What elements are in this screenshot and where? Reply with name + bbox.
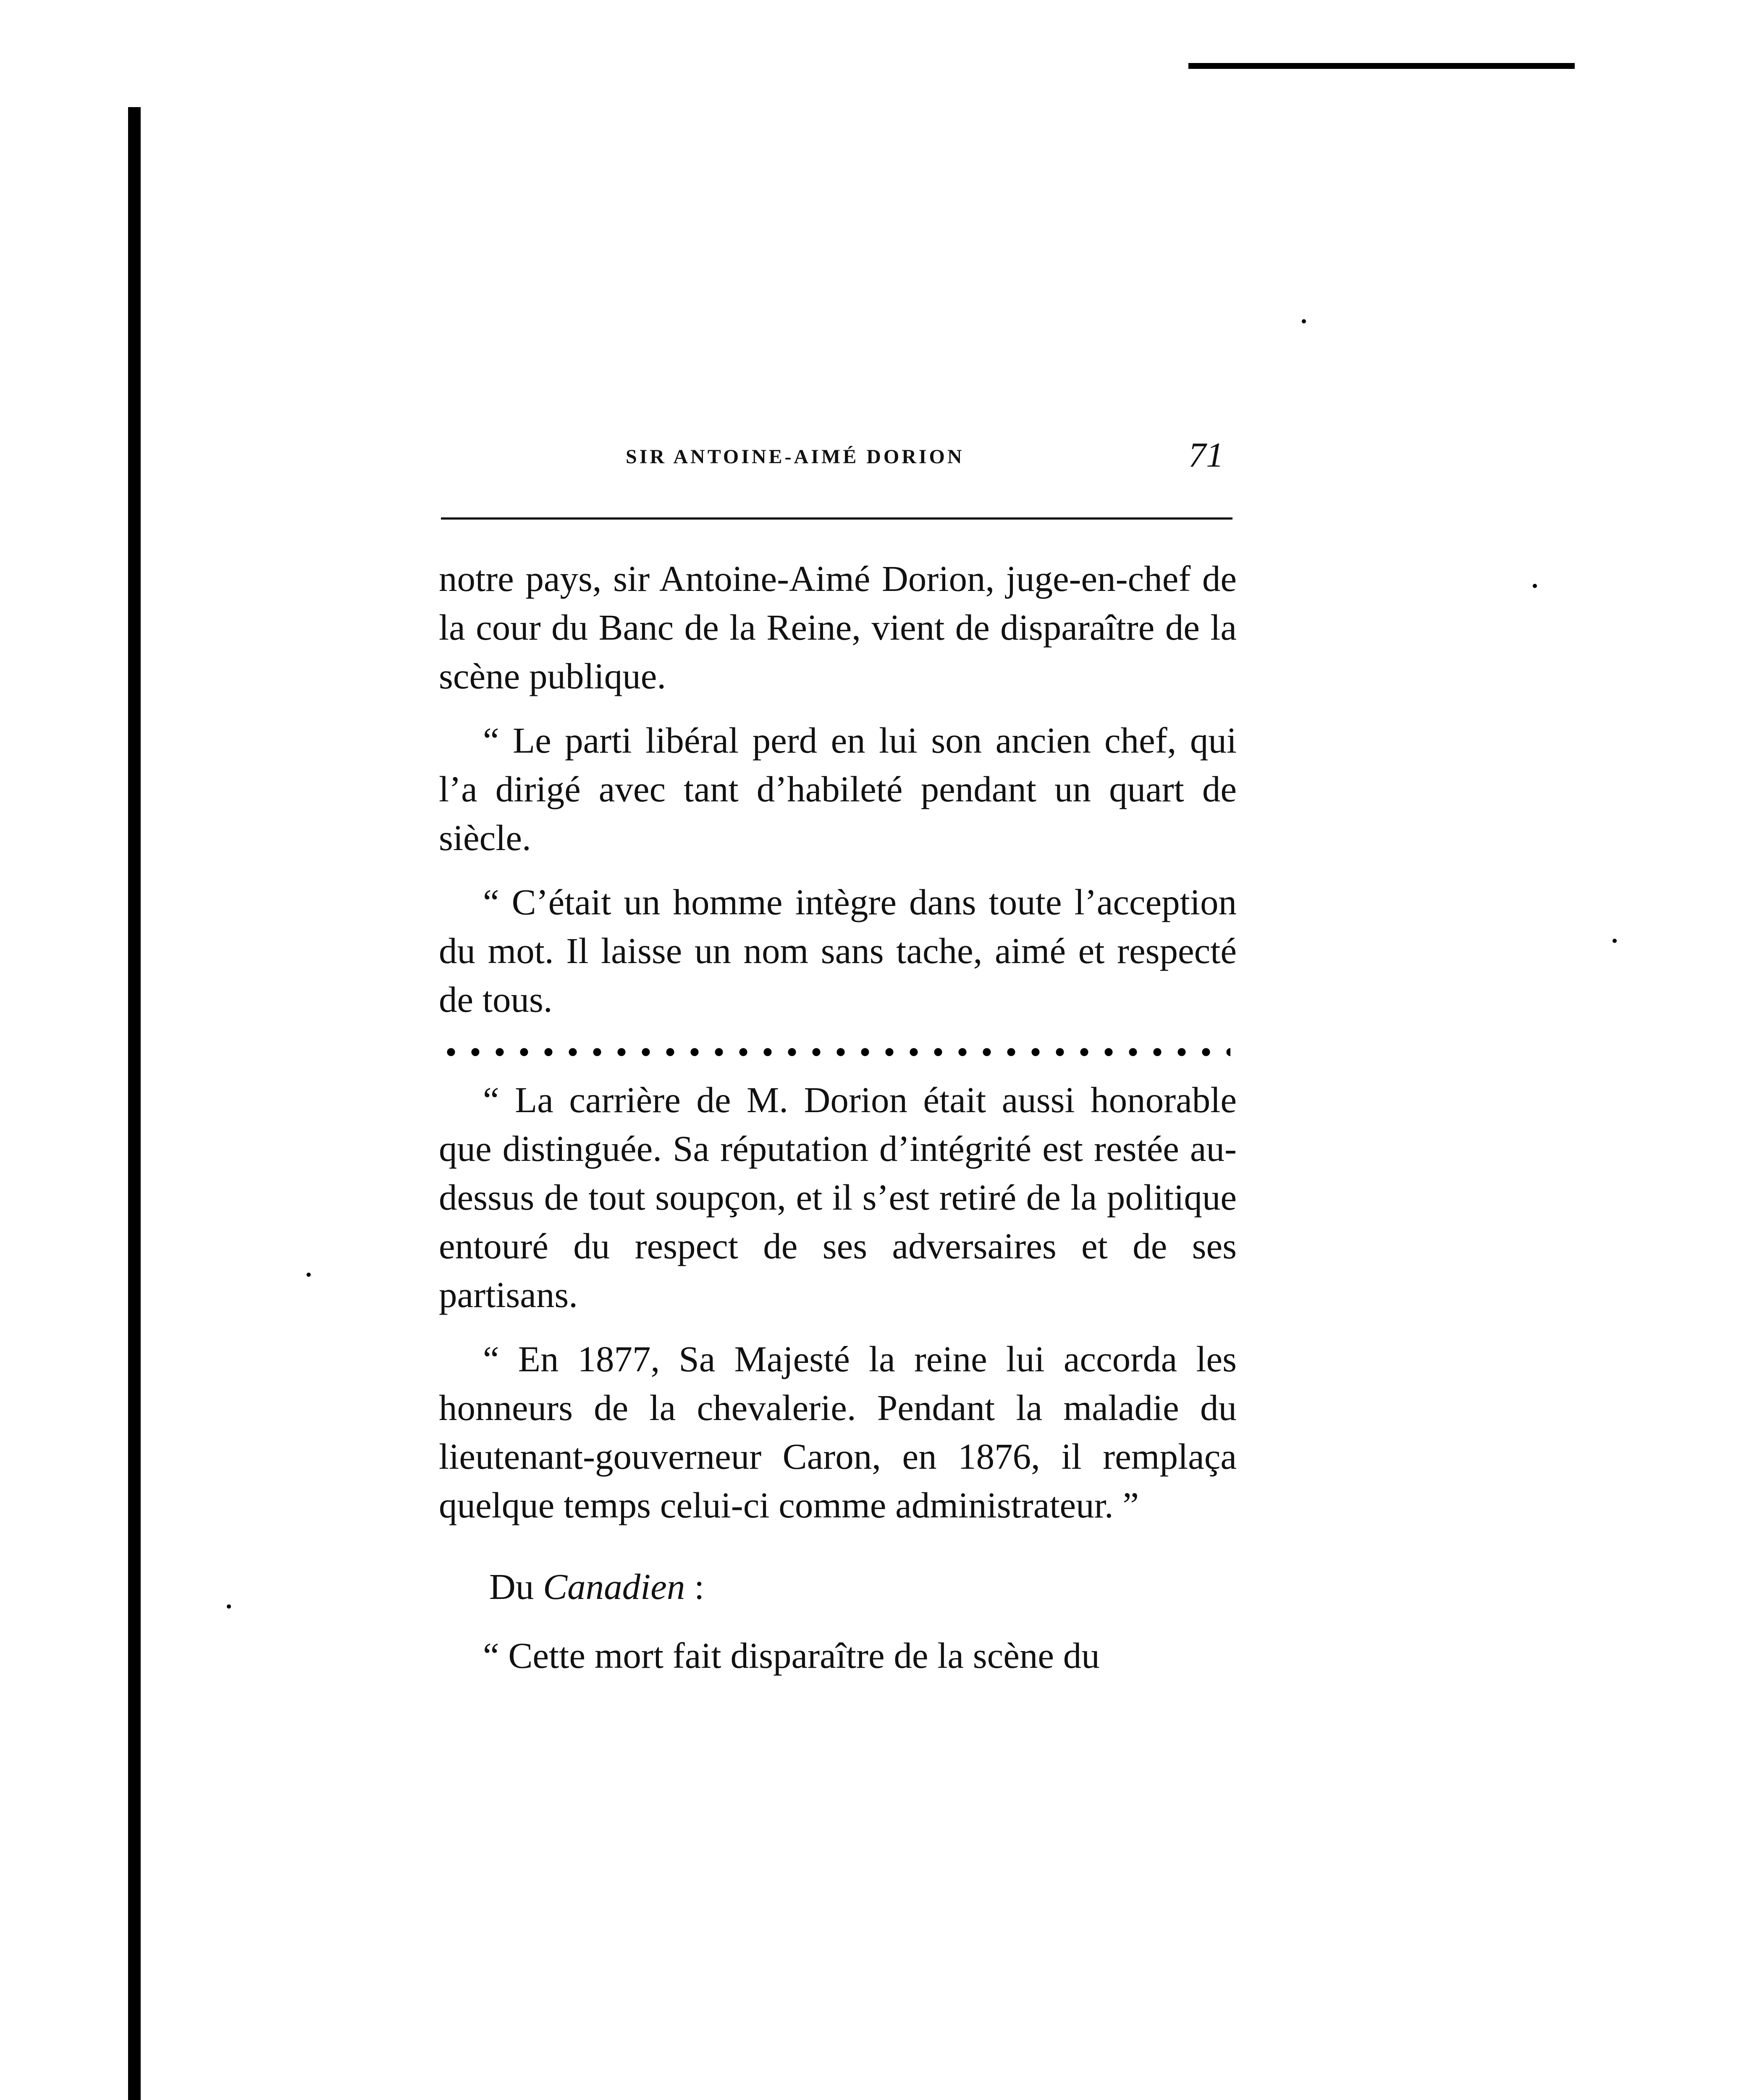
page-number: 71 — [1188, 436, 1224, 475]
scan-edge-mark — [1188, 63, 1575, 69]
paragraph-continued: notre pays, sir Antoine-Aimé Dorion, juge-en-chef de la cour du Banc de la Reine, vient de disparaître de la scène publique. — [439, 558, 1237, 696]
page-header — [441, 435, 1247, 477]
paragraph: “ La carrière de M. Dorion était aussi honorable que distinguée. Sa réputation d’intégrité est restée au-dessus de tout soupçon, et il s’est retiré de la politique entouré du respect de ses adversaires et de ses partisans. — [439, 1079, 1237, 1315]
scan-speck — [1533, 584, 1537, 588]
binding-edge-line — [128, 107, 141, 2100]
source-suffix: : — [685, 1566, 705, 1607]
source-name: Canadien — [543, 1566, 685, 1607]
scan-speck — [227, 1604, 231, 1609]
source-prefix: Du — [489, 1566, 534, 1607]
source-attribution — [489, 1562, 1237, 1611]
paragraph: “ Le parti libéral perd en lui son ancien chef, qui l’a dirigé avec tant d’habileté pendant un quart de siècle. — [439, 720, 1237, 858]
scan-speck — [1613, 939, 1617, 943]
header-rule — [441, 517, 1232, 520]
scan-speck — [307, 1273, 311, 1277]
ellipsis-dot-row — [439, 1040, 1230, 1065]
paragraph: “ En 1877, Sa Majesté la reine lui accorda les honneurs de la chevalerie. Pendant la maladie du lieutenant-gouverneur Caron, en 1876, il remplaça quelque temps celui-ci comme administrateur. ” — [439, 1339, 1237, 1525]
body-text — [439, 554, 1237, 1696]
running-head: SIR ANTOINE-AIMÉ DORION — [626, 446, 965, 468]
paragraph-final: “ Cette mort fait disparaître de la scène du — [483, 1635, 1100, 1676]
paragraph: “ C’était un homme intègre dans toute l’acception du mot. Il laisse un nom sans tache, aimé et respecté de tous. — [439, 882, 1237, 1020]
scan-speck — [1302, 319, 1306, 323]
